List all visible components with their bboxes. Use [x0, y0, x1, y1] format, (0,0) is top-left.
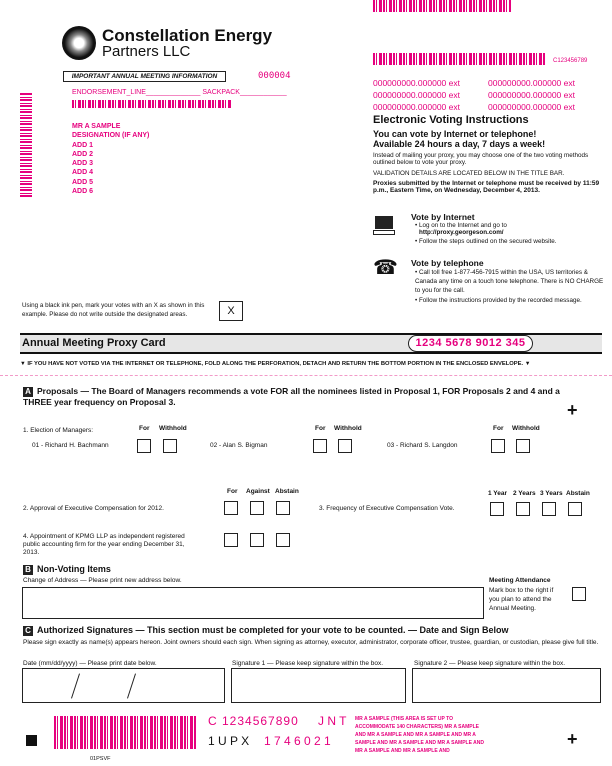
attendance-text: Mark box to the right if you plan to attend the Annual Meeting. [489, 587, 554, 612]
section-c-badge: C [23, 626, 33, 636]
address-line: ADD 5 [72, 178, 94, 186]
example-mark-box: X [219, 301, 243, 321]
section-b-header [23, 564, 111, 575]
column-withhold: Withhold [512, 425, 540, 432]
internet-step: • Log on to the Internet and go to [415, 222, 507, 229]
mailing-address [72, 122, 149, 196]
side-barcode [20, 92, 32, 197]
perforation-line [0, 375, 612, 376]
ext-line: 000000000.000000 ext [373, 90, 460, 100]
nominee-label: 01 - Richard H. Bachmann [32, 442, 109, 449]
example-text: Using a black ink pen, mark your votes with an X as shown in this example. Please do not write outside the designated areas. [22, 302, 205, 318]
proposal-4-against-checkbox[interactable] [250, 533, 264, 547]
section-b-badge: B [23, 565, 33, 575]
deadline-note: Proxies submitted by the Internet or telephone must be received by 11:59 p.m., Eastern Time, on Wednesday, December 4, 2013. [373, 180, 600, 194]
registration-mark-icon: + [567, 400, 578, 420]
column-withhold: Withhold [334, 425, 362, 432]
laptop-icon [373, 216, 395, 236]
top-barcode [373, 0, 511, 12]
date-label: Date (mm/dd/yyyy) — Please print date below. [23, 660, 157, 667]
important-label: IMPORTANT ANNUAL MEETING INFORMATION [63, 71, 226, 82]
proposal-3-label: 3. Frequency of Executive Compensation Vote. [319, 505, 455, 512]
company-name: Constellation Energy [102, 26, 273, 45]
column-for: For [315, 425, 326, 432]
column-abstain: Abstain [275, 488, 299, 495]
instructions-subtitle: Available 24 hours a day, 7 days a week! [373, 139, 546, 149]
column-3-years: 3 Years [540, 490, 563, 497]
section-a-title: Proposals — The Board of Managers recommends a vote FOR all the nominees listed in Proposal 1, FOR Proposals 2 and 4 and a THREE year frequency on Proposal 3. [23, 386, 560, 407]
address-line: ADD 6 [72, 188, 94, 196]
column-for: For [227, 488, 238, 495]
proposal-3-abstain-checkbox[interactable] [568, 502, 582, 516]
signature-2-input[interactable] [412, 668, 601, 703]
ext-lines [373, 77, 603, 113]
nominee-label: 02 - Alan S. Bigman [210, 442, 268, 449]
endorsement-line: ENDORSEMENT_LINE______________ SACKPACK____________ [72, 89, 287, 96]
section-c-header [23, 625, 509, 636]
column-2-years: 2 Years [513, 490, 536, 497]
phone-title: Vote by telephone [411, 258, 484, 268]
column-withhold: Withhold [159, 425, 187, 432]
ext-line: 000000000.000000 ext [488, 90, 575, 100]
address-line: ADD 4 [72, 169, 94, 177]
starburst-logo-icon [62, 26, 96, 60]
instructions-subtitle: You can vote by Internet or telephone! [373, 129, 537, 139]
address-line: ADD 3 [72, 160, 94, 168]
instructions-title: Electronic Voting Instructions [373, 114, 529, 126]
address-line: ADD 2 [72, 150, 94, 158]
phone-step: • Call toll free 1-877-456-7915 within the USA, US territories & Canada any time on a touch tone telephone. There is NO CHARGE to you for the call. [415, 269, 604, 294]
footer-sample-text: MR A SAMPLE (THIS AREA IS SET UP TO ACCOMMODATE 140 CHARACTERS) MR A SAMPLE AND MR A SAMPLE AND MR A SAMPLE AND MR A SAMPLE AND MR A SAMPLE AND MR A SAMPLE AND MR A SAMPLE AND MR A SAMPLE AND [355, 716, 484, 754]
phone-block [411, 258, 606, 304]
validation-number: 1234 5678 9012 345 [408, 335, 533, 352]
nominee-1-for-checkbox[interactable] [137, 439, 151, 453]
telephone-icon: ☎ [373, 257, 398, 279]
proposal-3-1-year-checkbox[interactable] [490, 502, 504, 516]
footer-code-3: 1 U P X [208, 734, 250, 748]
internet-step: • Follow the steps outlined on the secured website. [415, 238, 557, 245]
phone-step: • Follow the instructions provided by the recorded message. [415, 297, 582, 304]
proposal-4-abstain-checkbox[interactable] [276, 533, 290, 547]
footer-code-4: 1 7 4 6 0 2 1 [264, 734, 331, 748]
instructions [373, 114, 603, 194]
address-line: DESIGNATION (IF ANY) [72, 132, 150, 140]
column-for: For [139, 425, 150, 432]
internet-title: Vote by Internet [411, 212, 475, 222]
fold-notice: ▼ IF YOU HAVE NOT VOTED VIA THE INTERNET OR TELEPHONE, FOLD ALONG THE PERFORATION, DETACH AND RETURN THE BOTTOM PORTION IN THE ENCLOSED ENVELOPE. ▼ [20, 361, 531, 367]
card-title: Annual Meeting Proxy Card [22, 337, 166, 349]
signature-1-label: Signature 1 — Please keep signature within the box. [232, 660, 384, 667]
column-against: Against [246, 488, 270, 495]
attendance-checkbox[interactable] [572, 587, 586, 601]
attendance-title: Meeting Attendance [489, 577, 551, 584]
internet-url[interactable]: http://proxy.georgeson.com/ [419, 229, 504, 236]
section-b-title: Non-Voting Items [37, 564, 111, 574]
ext-line: 000000000.000000 ext [373, 102, 460, 112]
nominee-2-for-checkbox[interactable] [313, 439, 327, 453]
footer-code-2: J N T [318, 714, 347, 728]
footer-barcode [54, 716, 196, 749]
proposal-4-label: 4. Appointment of KPMG LLP as independent registered public accounting firm for the year ending December 31, 2013. [23, 533, 185, 556]
sequence-number: 000004 [258, 71, 291, 81]
nominee-3-withhold-checkbox[interactable] [516, 439, 530, 453]
column-for: For [493, 425, 504, 432]
control-code: C123456789 [553, 58, 588, 64]
signature-instructions: Please sign exactly as name(s) appears hereon. Joint owners should each sign. When signing as attorney, executor, administrator, corporate officer, trustee, guardian, or custodian, please give full title. [23, 639, 599, 646]
change-address-label: Change of Address — Please print new address below. [23, 577, 182, 584]
address-line: MR A SAMPLE [72, 123, 121, 130]
internet-block [411, 212, 606, 245]
change-address-input[interactable] [22, 587, 484, 619]
proposal-3-2-years-checkbox[interactable] [516, 502, 530, 516]
proposal-2-abstain-checkbox[interactable] [276, 501, 290, 515]
section-a-badge: A [23, 387, 33, 397]
proposal-2-label: 2. Approval of Executive Compensation for 2012. [23, 505, 164, 512]
signature-1-input[interactable] [231, 668, 406, 703]
registration-mark-icon: + [567, 729, 578, 749]
proposal-4-for-checkbox[interactable] [224, 533, 238, 547]
ext-line: 000000000.000000 ext [488, 78, 575, 88]
column-abstain: Abstain [566, 490, 590, 497]
nominee-2-withhold-checkbox[interactable] [338, 439, 352, 453]
nominee-3-for-checkbox[interactable] [491, 439, 505, 453]
form-id: 01PSVF [90, 756, 111, 762]
proposal-3-3-years-checkbox[interactable] [542, 502, 556, 516]
date-input[interactable] [22, 668, 225, 703]
ext-line: 000000000.000000 ext [488, 102, 575, 112]
nominee-1-withhold-checkbox[interactable] [163, 439, 177, 453]
validation-note: VALIDATION DETAILS ARE LOCATED BELOW IN THE TITLE BAR. [373, 170, 565, 177]
alignment-mark-icon [26, 735, 37, 746]
proposal-2-for-checkbox[interactable] [224, 501, 238, 515]
footer-code-1: C 1234567890 [208, 714, 299, 728]
control-barcode [373, 53, 545, 65]
nominee-label: 03 - Richard S. Langdon [387, 442, 458, 449]
instructions-intro: Instead of mailing your proxy, you may choose one of the two voting methods outlined below to vote your proxy. [373, 152, 589, 166]
ext-line: 000000000.000000 ext [373, 78, 460, 88]
signature-2-label: Signature 2 — Please keep signature within the box. [414, 660, 566, 667]
logo [62, 26, 96, 60]
proposal-2-against-checkbox[interactable] [250, 501, 264, 515]
section-a-header [23, 386, 563, 408]
address-line: ADD 1 [72, 141, 94, 149]
company-sub: Partners LLC [102, 43, 191, 60]
column-1-year: 1 Year [488, 490, 508, 497]
proposal-1-label: 1. Election of Managers: [23, 427, 94, 434]
postal-barcode [72, 100, 232, 108]
section-c-title: Authorized Signatures — This section must be completed for your vote to be counted. — Date and Sign Below [37, 625, 509, 635]
